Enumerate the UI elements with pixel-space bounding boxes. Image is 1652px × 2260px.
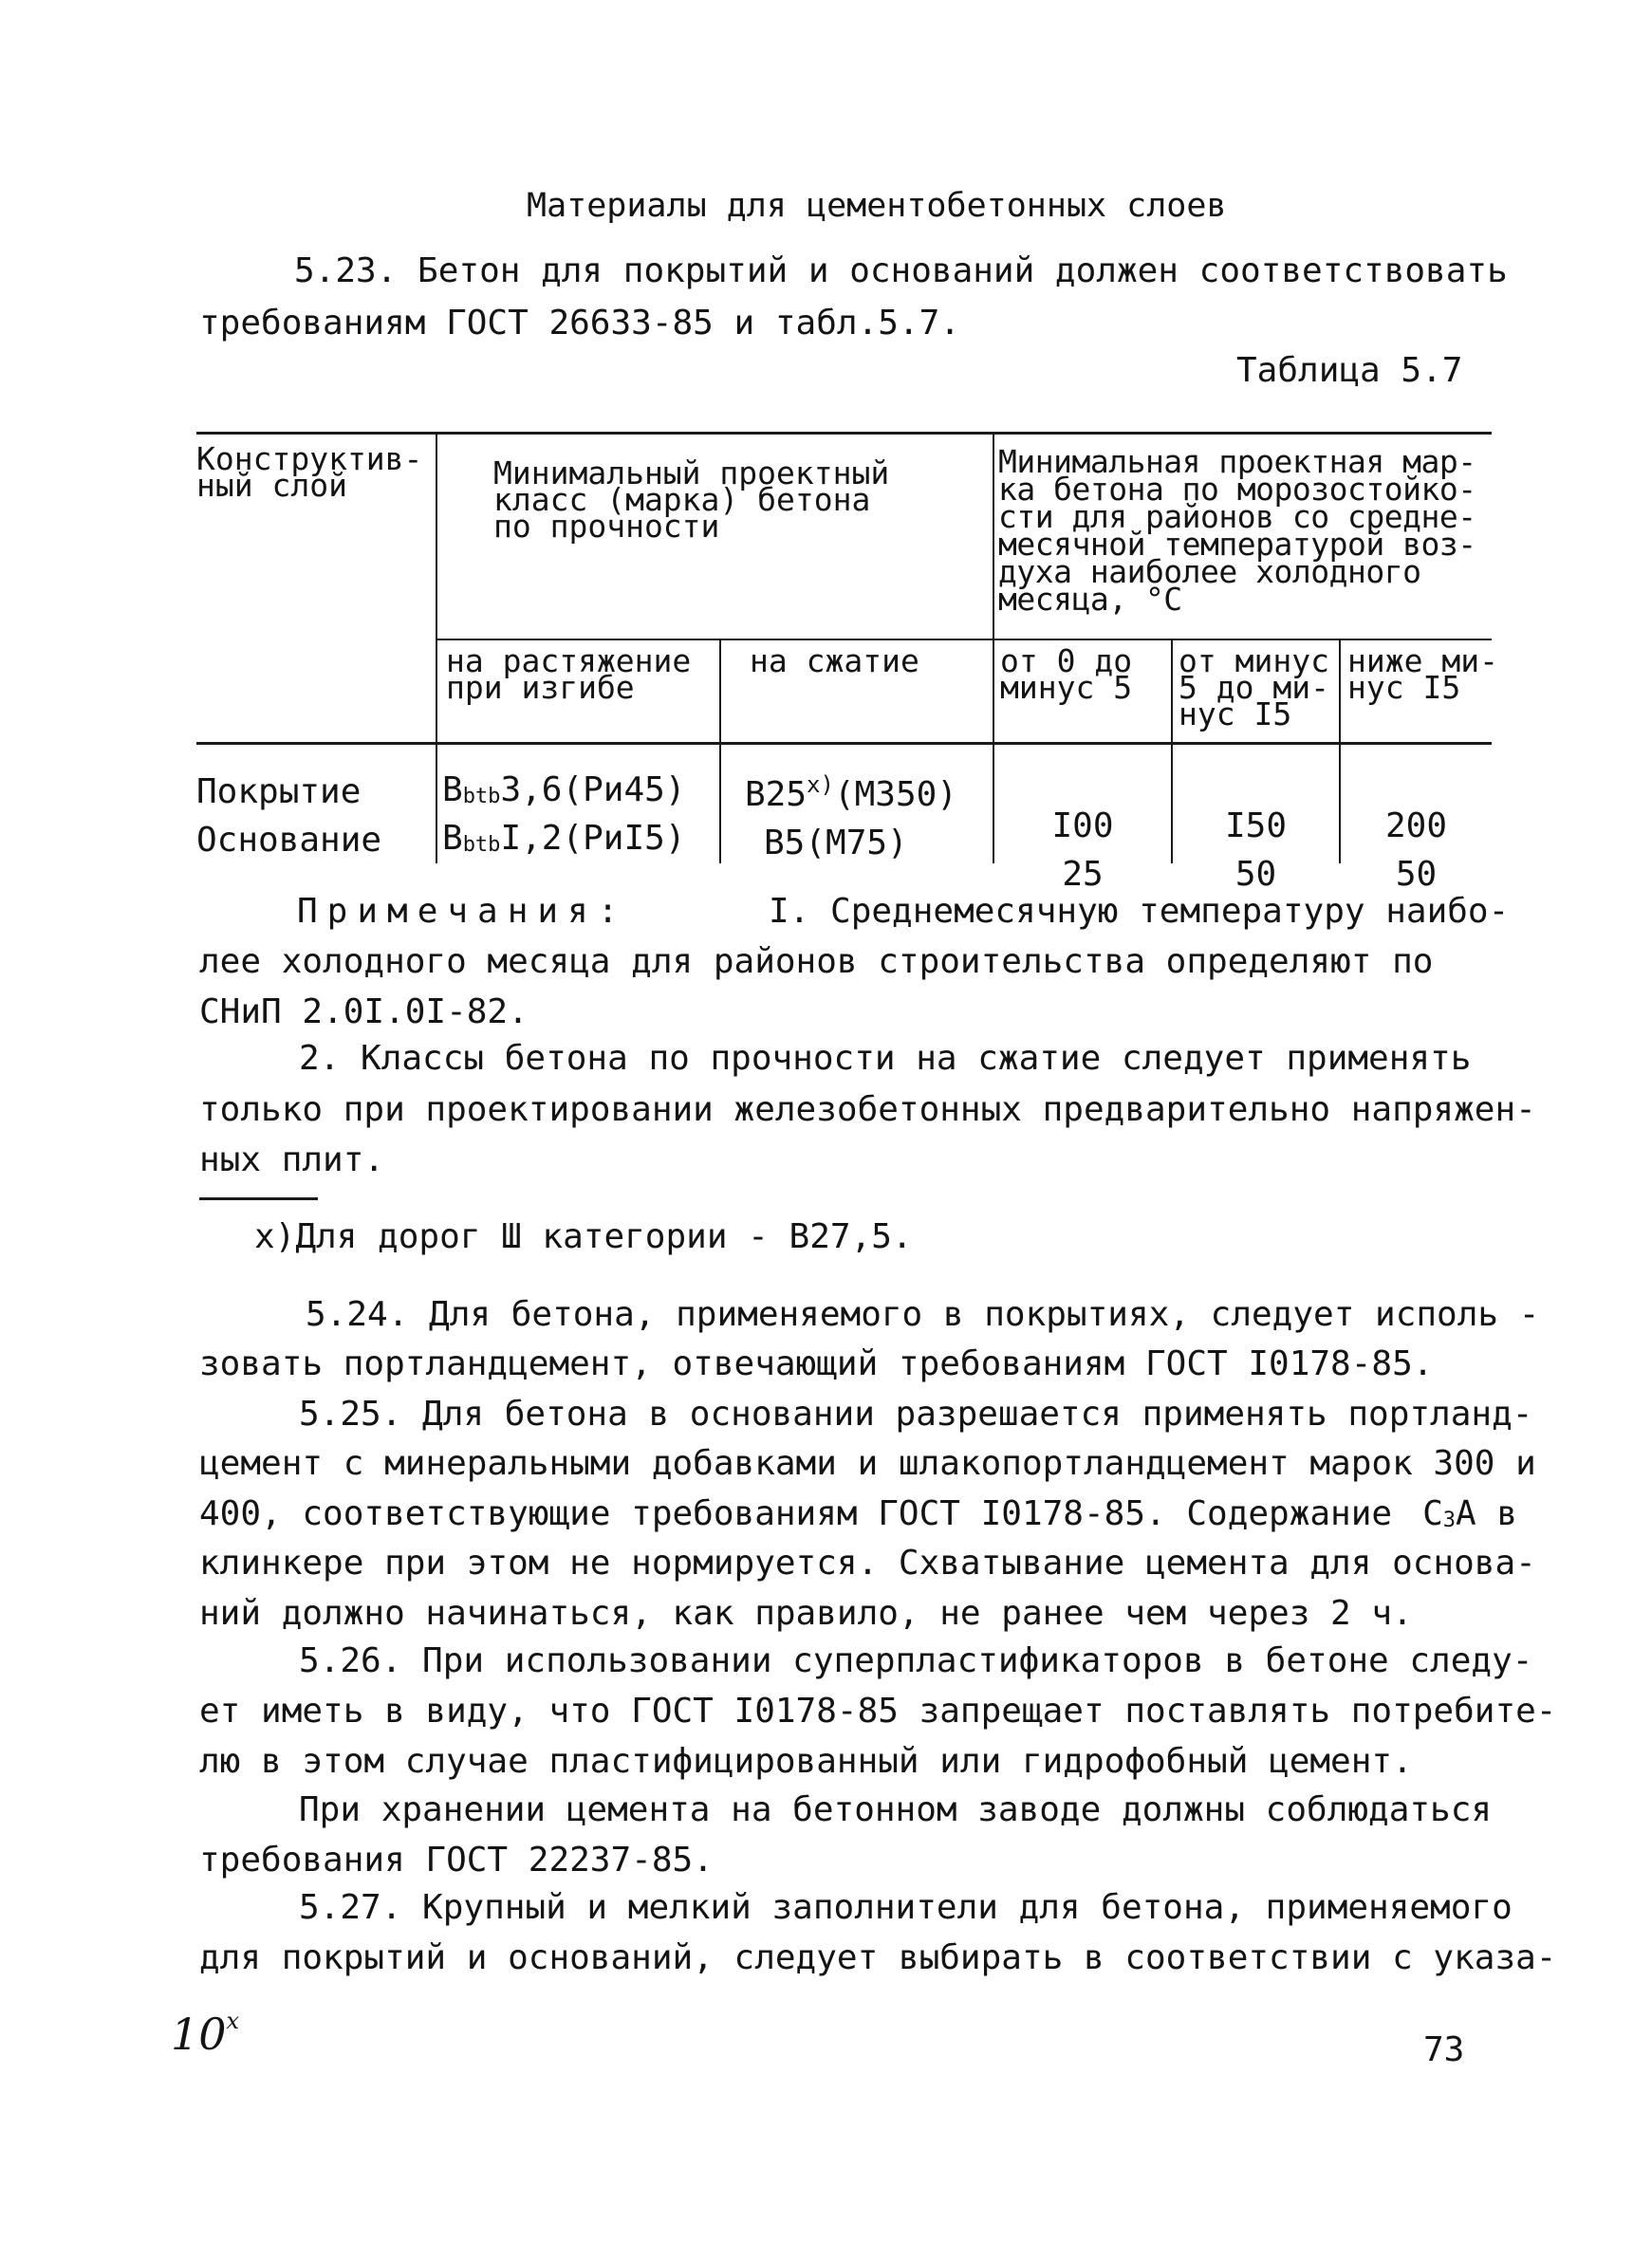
paragraph-5-26-line-3: лю в этом случае пластифицированный или гидрофобный цемент. [199,1742,1413,1781]
paragraph-5-24-line-2: зовать портландцемент, отвечающий требованиям ГОСТ I0178-85. [199,1344,1434,1383]
handwritten-sheet-mark: $10^х$ [171,2008,240,2060]
footnote: х)Для дорог Ш категории - В27,5. [254,1217,913,1256]
paragraph-5-23-line-1: 5.23. Бетон для покрытий и оснований должен соответствовать [294,251,1508,290]
header-compression: на сжатие [750,642,919,679]
page-number: 73 [1423,2030,1465,2069]
table-col-divider-1 [436,432,437,863]
row-frost-below-15: 200 [1384,806,1448,845]
header-temp-5-15: от минус 5 до ми- нус I5 [1179,642,1329,732]
paragraph-5-27-line-1: 5.27. Крупный и мелкий заполнители для бетона, применяемого [299,1888,1513,1927]
paragraph-storage-line-1: При хранении цемента на бетонном заводе должны соблюдаться [299,1790,1493,1829]
row-layer: Покрытие [196,772,362,811]
header-frost: Минимальная проектная мар- ка бетона по морозостойко- сти для районов со средне- месячной температурой воз- духа наиболее холодного месяца, °С [998,443,1476,618]
paragraph-5-24-line-1: 5.24. Для бетона, применяемого в покрытиях, следует исполь - [306,1295,1540,1334]
paragraph-5-25-line-2: цемент с минеральными добавками и шлакопортландцемент марок 300 и [199,1444,1536,1483]
table-col-divider-3 [719,639,721,863]
header-strength: Минимальный проектный класс (марка) бетона по прочности [493,454,890,545]
table-label: Таблица 5.7 [1236,351,1463,390]
paragraph-storage-line-2: требования ГОСТ 22237-85. [199,1841,714,1880]
row-frost-5-15: 50 [1234,855,1277,894]
row-layer: Основание [196,821,382,860]
paragraph-5-26-line-2: ет иметь в виду, что ГОСТ I0178-85 запрещает поставлять потребите- [199,1692,1557,1731]
row-frost-below-15: 50 [1395,855,1438,894]
row-frost-0-5: 25 [1062,855,1104,894]
paragraph-5-25-line-3: 400, соответствующие требованиям ГОСТ I0178-85. Содержание С3А в [199,1494,1518,1533]
table-top-rule [196,432,1492,435]
paragraph-5-23-line-2: требованиям ГОСТ 26633-85 и табл.5.7. [199,304,960,343]
note-1-line-2: лее холодного месяца для районов строительства определяют по [199,942,1434,981]
row-compression-value: $В25^{х)}(М350)$ [745,771,957,814]
header-tension: на растяжение при изгибе [446,642,692,706]
note-1-line-1: I. Среднемесячную температуру наибо- [769,892,1510,931]
note-2-line-3: ных плит. [199,1140,385,1179]
table-subheader-rule [436,639,1492,640]
header-temp-0-5: от 0 до минус 5 [1000,642,1133,706]
header-layer: Конструктив- ный слой [196,440,423,504]
paragraph-5-25-line-1: 5.25. Для бетона в основании разрешается применять портланд- [299,1395,1533,1434]
row-frost-5-15: I50 [1224,806,1288,845]
note-2-line-2: только при проектировании железобетонных предварительно напряжен- [199,1090,1536,1129]
row-tension-value: ВbtbI,2(РиI5) [442,819,686,858]
row-compression-value: В5(М75) [764,824,908,862]
table-header-bottom-rule [196,742,1492,745]
table-col-divider-2 [993,432,994,863]
header-temp-below-15: ниже ми- нус I5 [1347,642,1498,706]
section-title: Материалы для цементобетонных слоев [527,187,1227,225]
paragraph-5-25-line-4: клинкере при этом не нормируется. Схватывание цемента для основа- [199,1544,1536,1583]
note-1-line-3: СНиП 2.0I.0I-82. [199,992,529,1031]
notes-label: Примечания: [297,892,628,931]
c3a-formula: С3А [1422,1494,1476,1533]
row-frost-0-5: I00 [1051,806,1114,845]
paragraph-5-25-line-5: ний должно начинаться, как правило, не ранее чем через 2 ч. [199,1594,1413,1633]
note-2-line-1: 2. Классы бетона по прочности на сжатие следует применять [299,1039,1472,1078]
paragraph-5-26-line-1: 5.26. При использовании суперпластификаторов в бетоне следу- [299,1641,1533,1680]
row-tension-value: Вbtb3,6(Ри45) [442,770,686,809]
footnote-rule [199,1197,318,1200]
paragraph-5-27-line-2: для покрытий и оснований, следует выбирать в соответствии с указа- [199,1938,1557,1977]
